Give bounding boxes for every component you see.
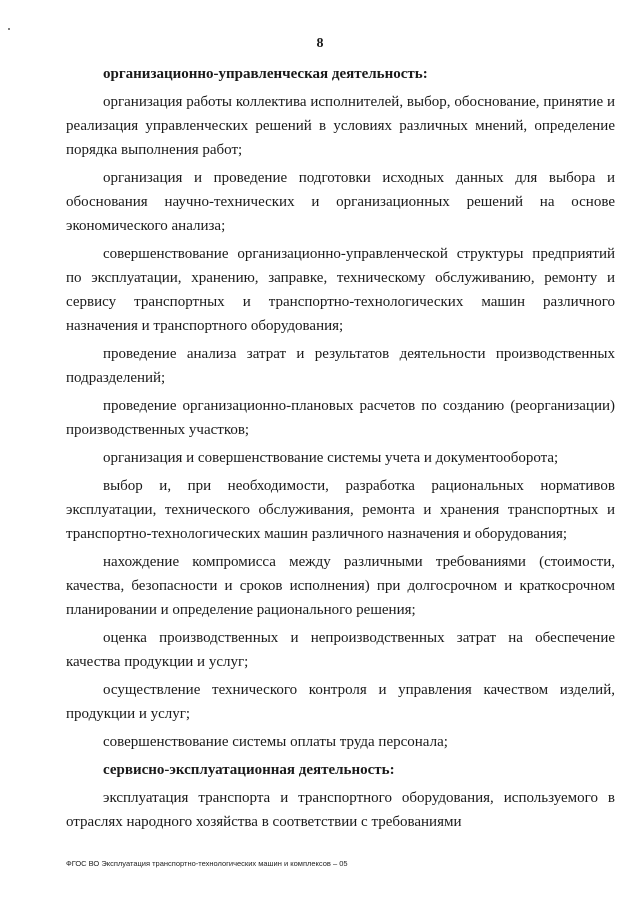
paragraph: организация и проведение подготовки исходных данных для выбора и обоснования научно-технических и организационных решений на основе экономического анализа; (66, 170, 615, 234)
paragraph: осуществление технического контроля и управления качеством изделий, продукции и услуг; (66, 682, 615, 722)
paragraph: совершенствование системы оплаты труда персонала; (103, 734, 448, 750)
paragraph: нахождение компромисса между различными требованиями (стоимости, качества, безопасности и сроков исполнения) при долгосрочном и краткосрочном планировании и определение рационального решения; (66, 554, 615, 618)
paragraph: выбор и, при необходимости, разработка рациональных нормативов эксплуатации, технического обслуживания, ремонта и хранения транспортных и транспортно-технологических машин различного назначения и оборудования; (66, 478, 615, 542)
paragraph: организация работы коллектива исполнителей, выбор, обоснование, принятие и реализация управленческих решений в условиях различных мнений, определение порядка выполнения работ; (66, 94, 615, 158)
page-number: 8 (316, 36, 324, 51)
paragraph: эксплуатация транспорта и транспортного оборудования, используемого в отраслях народного хозяйства в соответствии с требованиями (66, 790, 615, 830)
page-footer: ФГОС ВО Эксплуатация транспортно-технологических машин и комплексов – 05 (66, 859, 348, 868)
section-heading-management: организационно-управленческая деятельность: (103, 66, 428, 82)
section-heading-service: сервисно-эксплуатационная деятельность: (103, 762, 395, 778)
paragraph: совершенствование организационно-управленческой структуры предприятий по эксплуатации, хранению, заправке, техническому обслуживанию, ремонту и сервису транспортных и транспортно-технологических машин различного назначения и транспортного оборудования; (66, 246, 615, 334)
margin-mark (8, 28, 10, 30)
paragraph: проведение анализа затрат и результатов деятельности производственных подразделений; (66, 346, 615, 386)
paragraph: оценка производственных и непроизводственных затрат на обеспечение качества продукции и услуг; (66, 630, 615, 670)
document-body (66, 62, 615, 838)
paragraph: проведение организационно-плановых расчетов по созданию (реорганизации) производственных участков; (66, 398, 615, 438)
paragraph: организация и совершенствование системы учета и документооборота; (103, 450, 559, 466)
